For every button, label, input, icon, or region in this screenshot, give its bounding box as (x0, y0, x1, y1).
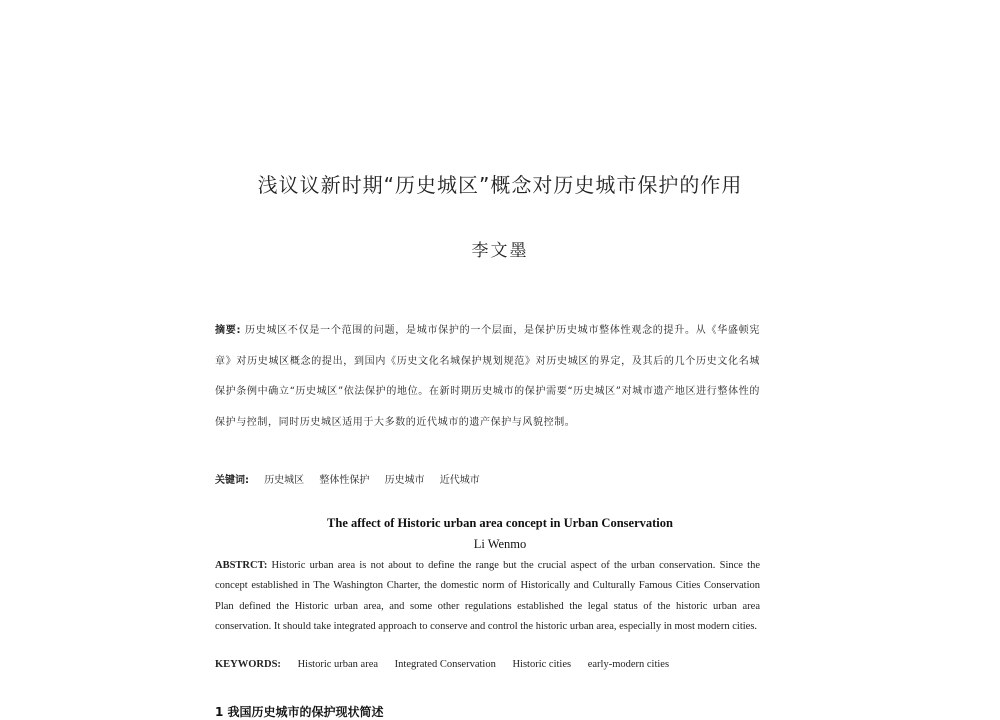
chinese-keyword: 历史城区 (264, 475, 305, 486)
chinese-keyword: 近代城市 (439, 475, 480, 486)
english-keywords (215, 659, 669, 670)
english-keywords-label: KEYWORDS: (215, 659, 281, 670)
english-title: The affect of Historic urban area concept in Urban Conservation (327, 516, 673, 530)
english-abstract-text: Historic urban area is not about to define the range but the crucial aspect of the urban conservation. Since the concept established in The Washington Charter, the domestic norm of Historically and Culturally Famous Cities Conservation Plan defined the Historic urban area, and some other regulations established the legal status of the historic urban area conservation. It should take integrated approach to conserve and control the historic urban area, especially in most modern cities. (215, 560, 760, 633)
english-abstract-label: ABSTRCT: (215, 560, 268, 571)
english-keyword: Historic urban area (297, 659, 379, 670)
section-heading: 1 我国历史城市的保护现状简述 (215, 705, 384, 719)
chinese-keyword: 整体性保护 (319, 475, 370, 486)
english-keyword: Integrated Conservation (394, 659, 496, 670)
chinese-keywords-label: 关键词: (215, 475, 249, 486)
chinese-abstract-label: 摘要: (215, 325, 242, 336)
chinese-abstract (215, 316, 760, 438)
english-author: Li Wenmo (473, 537, 527, 551)
english-keyword: Historic cities (512, 659, 572, 670)
chinese-abstract-text: 历史城区不仅是一个范围的问题，是城市保护的一个层面，是保护历史城市整体性观念的提升。从《华盛顿宪章》对历史城区概念的提出，到国内《历史文化名城保护规划规范》对历史城区的界定，及其后的几个历史文化名城保护条例中确立“历史城区”依法保护的地位。在新时期历史城市的保护需要“历史城区”对城市遗产地区进行整体性的保护与控制，同时历史城区适用于大多数的近代城市的遗产保护与风貌控制。 (215, 325, 761, 428)
english-keyword: early-modern cities (587, 659, 670, 670)
chinese-keywords (215, 471, 480, 486)
english-abstract (215, 556, 760, 638)
chinese-keyword: 历史城市 (384, 475, 425, 486)
chinese-title: 浅议议新时期“历史城区”概念对历史城市保护的作用 (257, 173, 743, 197)
chinese-author: 李文墨 (471, 241, 529, 261)
